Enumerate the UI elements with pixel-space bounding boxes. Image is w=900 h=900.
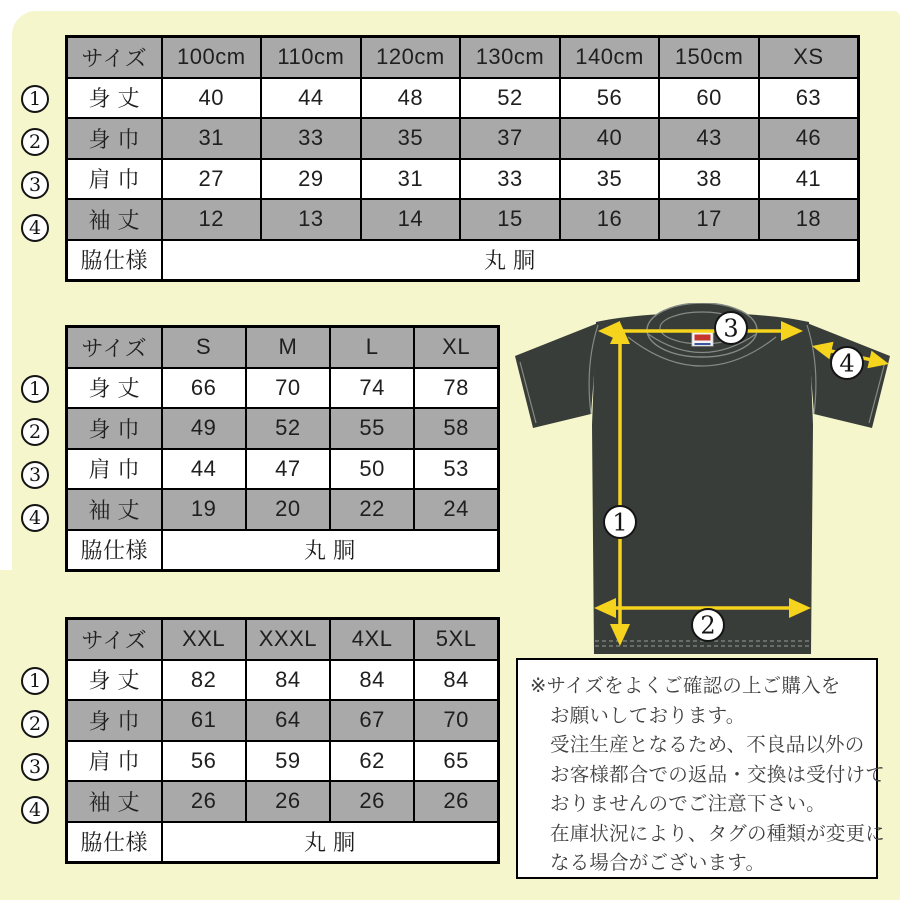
measure-value-cell: 52: [460, 78, 560, 119]
measure-value-cell: 55: [330, 408, 414, 449]
measure-value-cell: 33: [460, 159, 560, 200]
measure-value-cell: 78: [414, 368, 498, 409]
tshirt-left-sleeve: [515, 323, 598, 428]
measure-value-cell: 33: [261, 118, 361, 159]
measure-value-cell: 22: [330, 489, 414, 530]
row-marker-column: [19, 325, 53, 565]
notice-line: お願いしております。: [550, 704, 746, 727]
measure-value-cell: 37: [460, 118, 560, 159]
figure-marker-4: 4: [839, 349, 855, 378]
size-column-header: 130cm: [460, 37, 560, 78]
measure-value-cell: 74: [330, 368, 414, 409]
measure-value-cell: 40: [560, 118, 660, 159]
measure-value-cell: 84: [330, 660, 414, 701]
measure-value-cell: 38: [659, 159, 759, 200]
measure-value-cell: 46: [759, 118, 859, 159]
measure-value-cell: 56: [560, 78, 660, 119]
size-column-header: L: [330, 327, 414, 368]
size-column-header: 4XL: [330, 619, 414, 660]
measure-value-cell: 26: [414, 781, 498, 822]
side-spec-label: 脇仕様: [67, 240, 162, 281]
measure-row-label: 身 丈: [67, 660, 162, 701]
size-column-header: XXL: [162, 619, 246, 660]
notice-line: 在庫状況により、タグの種類が変更に: [550, 822, 885, 845]
size-column-header: S: [162, 327, 246, 368]
figure-marker-1: 1: [612, 508, 628, 537]
notice-line: ※サイズをよくご確認の上ご購入を: [530, 675, 841, 697]
measure-value-cell: 64: [246, 700, 330, 741]
row-marker-1: 1: [21, 85, 49, 113]
brand-tag: [692, 332, 713, 346]
measure-value-cell: 26: [330, 781, 414, 822]
measure-value-cell: 43: [659, 118, 759, 159]
measure-value-cell: 40: [162, 78, 262, 119]
row-marker-3: 3: [21, 461, 49, 489]
size-column-header: 120cm: [361, 37, 461, 78]
measure-value-cell: 27: [162, 159, 262, 200]
measure-value-cell: 14: [361, 199, 461, 240]
measure-value-cell: 70: [246, 368, 330, 409]
measure-row-label: 袖 丈: [67, 781, 162, 822]
measure-value-cell: 62: [330, 741, 414, 782]
side-spec-label: 脇仕様: [67, 530, 162, 571]
notice-line: おりませんのでご注意下さい。: [550, 793, 826, 815]
measure-value-cell: 16: [560, 199, 660, 240]
row-marker-4: 4: [21, 504, 49, 532]
row-marker-2: 2: [21, 418, 49, 446]
row-marker-4: 4: [21, 214, 49, 242]
side-spec-label: 脇仕様: [67, 822, 162, 863]
measure-value-cell: 50: [330, 449, 414, 490]
size-column-header: 5XL: [414, 619, 498, 660]
measure-value-cell: 67: [330, 700, 414, 741]
size-label-header: サイズ: [67, 327, 162, 368]
size-column-header: XL: [414, 327, 498, 368]
notice-line: なる場合がございます。: [550, 852, 766, 874]
measure-value-cell: 26: [246, 781, 330, 822]
purchase-notice-box: [516, 658, 885, 879]
measure-row-label: 身 巾: [67, 118, 162, 159]
measure-value-cell: 31: [162, 118, 262, 159]
side-spec-value: 丸 胴: [162, 240, 859, 281]
measure-row-label: 肩 巾: [67, 741, 162, 782]
figure-marker-2: 2: [700, 611, 716, 640]
figure-marker-3: 3: [723, 314, 739, 343]
measure-value-cell: 29: [261, 159, 361, 200]
measure-value-cell: 70: [414, 700, 498, 741]
measure-row-label: 袖 丈: [67, 199, 162, 240]
size-column-header: 150cm: [659, 37, 759, 78]
measure-value-cell: 13: [261, 199, 361, 240]
measure-row-label: 身 丈: [67, 78, 162, 119]
measure-row-label: 袖 丈: [67, 489, 162, 530]
row-marker-3: 3: [21, 171, 49, 199]
size-column-header: XS: [759, 37, 859, 78]
row-marker-2: 2: [21, 710, 49, 738]
measure-row-label: 身 巾: [67, 700, 162, 741]
size-table: [65, 35, 860, 282]
measure-value-cell: 44: [162, 449, 246, 490]
page-background: [0, 570, 14, 900]
row-marker-1: 1: [21, 667, 49, 695]
measure-value-cell: 53: [414, 449, 498, 490]
size-column-header: M: [246, 327, 330, 368]
measure-value-cell: 49: [162, 408, 246, 449]
measure-value-cell: 61: [162, 700, 246, 741]
measure-value-cell: 82: [162, 660, 246, 701]
measure-value-cell: 20: [246, 489, 330, 530]
measure-value-cell: 52: [246, 408, 330, 449]
measure-value-cell: 35: [361, 118, 461, 159]
measure-row-label: 身 巾: [67, 408, 162, 449]
measure-value-cell: 58: [414, 408, 498, 449]
measure-value-cell: 18: [759, 199, 859, 240]
measure-value-cell: 35: [560, 159, 660, 200]
row-marker-column: [19, 617, 53, 857]
row-marker-column: [19, 35, 53, 275]
size-table: [65, 325, 500, 572]
measure-value-cell: 84: [246, 660, 330, 701]
measure-value-cell: 44: [261, 78, 361, 119]
size-column-header: 140cm: [560, 37, 660, 78]
size-table: [65, 617, 500, 864]
measure-value-cell: 26: [162, 781, 246, 822]
measure-value-cell: 63: [759, 78, 859, 119]
measure-value-cell: 60: [659, 78, 759, 119]
size-column-header: 110cm: [261, 37, 361, 78]
measure-value-cell: 47: [246, 449, 330, 490]
tshirt-body: [592, 313, 813, 654]
measure-value-cell: 12: [162, 199, 262, 240]
measure-value-cell: 24: [414, 489, 498, 530]
measure-row-label: 肩 巾: [67, 159, 162, 200]
row-marker-1: 1: [21, 375, 49, 403]
size-table-kids-xs: [65, 35, 860, 282]
measure-row-label: 肩 巾: [67, 449, 162, 490]
side-spec-value: 丸 胴: [162, 822, 499, 863]
measure-value-cell: 15: [460, 199, 560, 240]
measure-value-cell: 31: [361, 159, 461, 200]
measure-value-cell: 56: [162, 741, 246, 782]
measure-value-cell: 66: [162, 368, 246, 409]
notice-line: 受注生産となるため、不良品以外の: [550, 734, 865, 756]
measure-value-cell: 48: [361, 78, 461, 119]
row-marker-3: 3: [21, 753, 49, 781]
size-column-header: 100cm: [162, 37, 262, 78]
side-spec-value: 丸 胴: [162, 530, 499, 571]
measure-value-cell: 17: [659, 199, 759, 240]
measure-value-cell: 59: [246, 741, 330, 782]
measure-row-label: 身 丈: [67, 368, 162, 409]
size-label-header: サイズ: [67, 619, 162, 660]
measure-value-cell: 84: [414, 660, 498, 701]
measure-value-cell: 41: [759, 159, 859, 200]
tshirt-measurement-figure: [505, 303, 900, 660]
size-table-s-xl: [65, 325, 500, 572]
size-table-xxl-5xl: [65, 617, 500, 864]
row-marker-4: 4: [21, 796, 49, 824]
size-label-header: サイズ: [67, 37, 162, 78]
row-marker-2: 2: [21, 128, 49, 156]
measure-value-cell: 19: [162, 489, 246, 530]
notice-line: お客様都合での返品・交換は受付けて: [550, 763, 885, 786]
size-column-header: XXXL: [246, 619, 330, 660]
measure-value-cell: 65: [414, 741, 498, 782]
